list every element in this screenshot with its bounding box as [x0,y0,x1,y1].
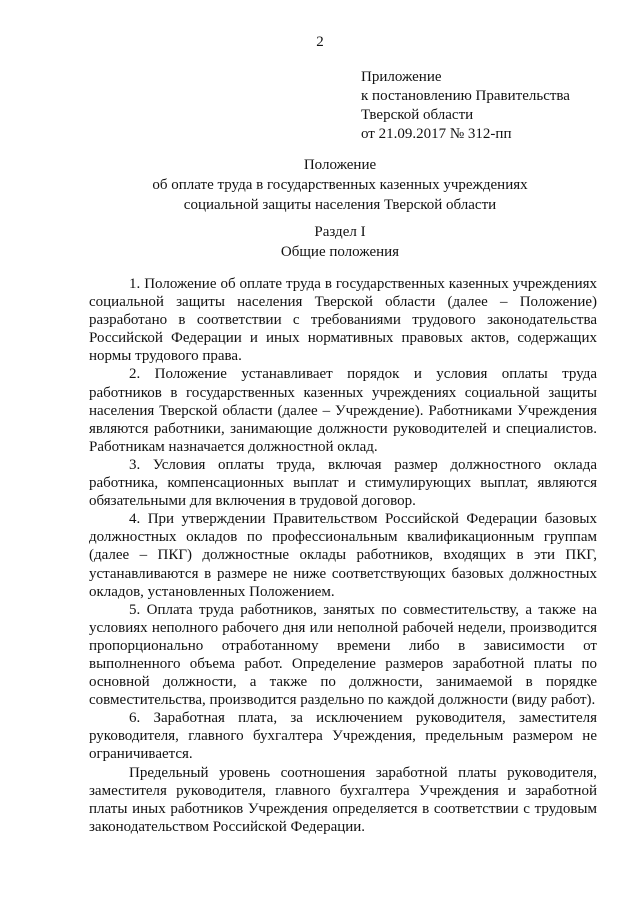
paragraph-4: 4. При утверждении Правительством Российской Федерации базовых должностных окладов по профессиональным квалификационным группам (далее – ПКГ) должностные оклады работников, входящих в эти ПКГ, устанавливаются в размере не ниже соответствующих базовых должностных окладов, установленных Положением. [89,511,597,600]
section-heading [60,222,620,262]
page-number: 2 [316,34,324,50]
title-line-1: Положение [303,157,377,173]
paragraph-3: 3. Условия оплаты труда, включая размер должностного оклада работника, компенсационных выплат и стимулирующих выплат, являются обязательными для включения в трудовой договор. [89,456,597,510]
appendix-line-4: от 21.09.2017 № 312-пп [361,126,512,142]
paragraph-7: Предельный уровень соотношения заработной платы руководителя, заместителя руководителя, главного бухгалтера Учреждения и заработной платы иных работников Учреждения определяется в соответствии с трудовым законодательством Российской Федерации. [89,764,597,835]
paragraph-1: 1. Положение об оплате труда в государственных казенных учреждениях социальной защиты населения Тверской области (далее – Положение) разработано в соответствии с требованиями трудового законодательства Российской Федерации и иных нормативных правовых актов, содержащих нормы трудового права. [89,276,597,365]
title-line-2: об оплате труда в государственных казенных учреждениях [152,177,528,193]
paragraph-5: 5. Оплата труда работников, занятых по совместительству, а также на условиях неполного рабочего дня или неполной рабочей недели, производится пропорционально отработанному времени либо в зависимости от выполненного объема работ. Определение размеров заработной платы по основной должности, а также по должности, занимаемой в порядке совместительства, производится раздельно по каждой должности (виду работ). [89,601,597,709]
title-line-3: социальной защиты населения Тверской области [183,197,497,213]
section-number: Раздел I [314,224,366,240]
appendix-block [361,68,570,144]
appendix-line-3: Тверской области [361,107,474,123]
appendix-line-2: к постановлению Правительства [361,88,570,104]
paragraph-6: 6. Заработная плата, за исключением руководителя, заместителя руководителя, главного бухгалтера Учреждения, предельным размером не ограничивается. [89,710,597,763]
paragraph-2: 2. Положение устанавливает порядок и условия оплаты труда работников в государственных казенных учреждениях социальной защиты населения Тверской области (далее – Учреждение). Работниками Учреждения являются работники, занимающие должности руководителей и специалистов. Работникам назначается должностной оклад. [89,366,597,455]
document-title [60,155,620,215]
section-name: Общие положения [280,244,400,260]
appendix-line-1: Приложение [361,69,442,85]
document-body [89,275,597,836]
